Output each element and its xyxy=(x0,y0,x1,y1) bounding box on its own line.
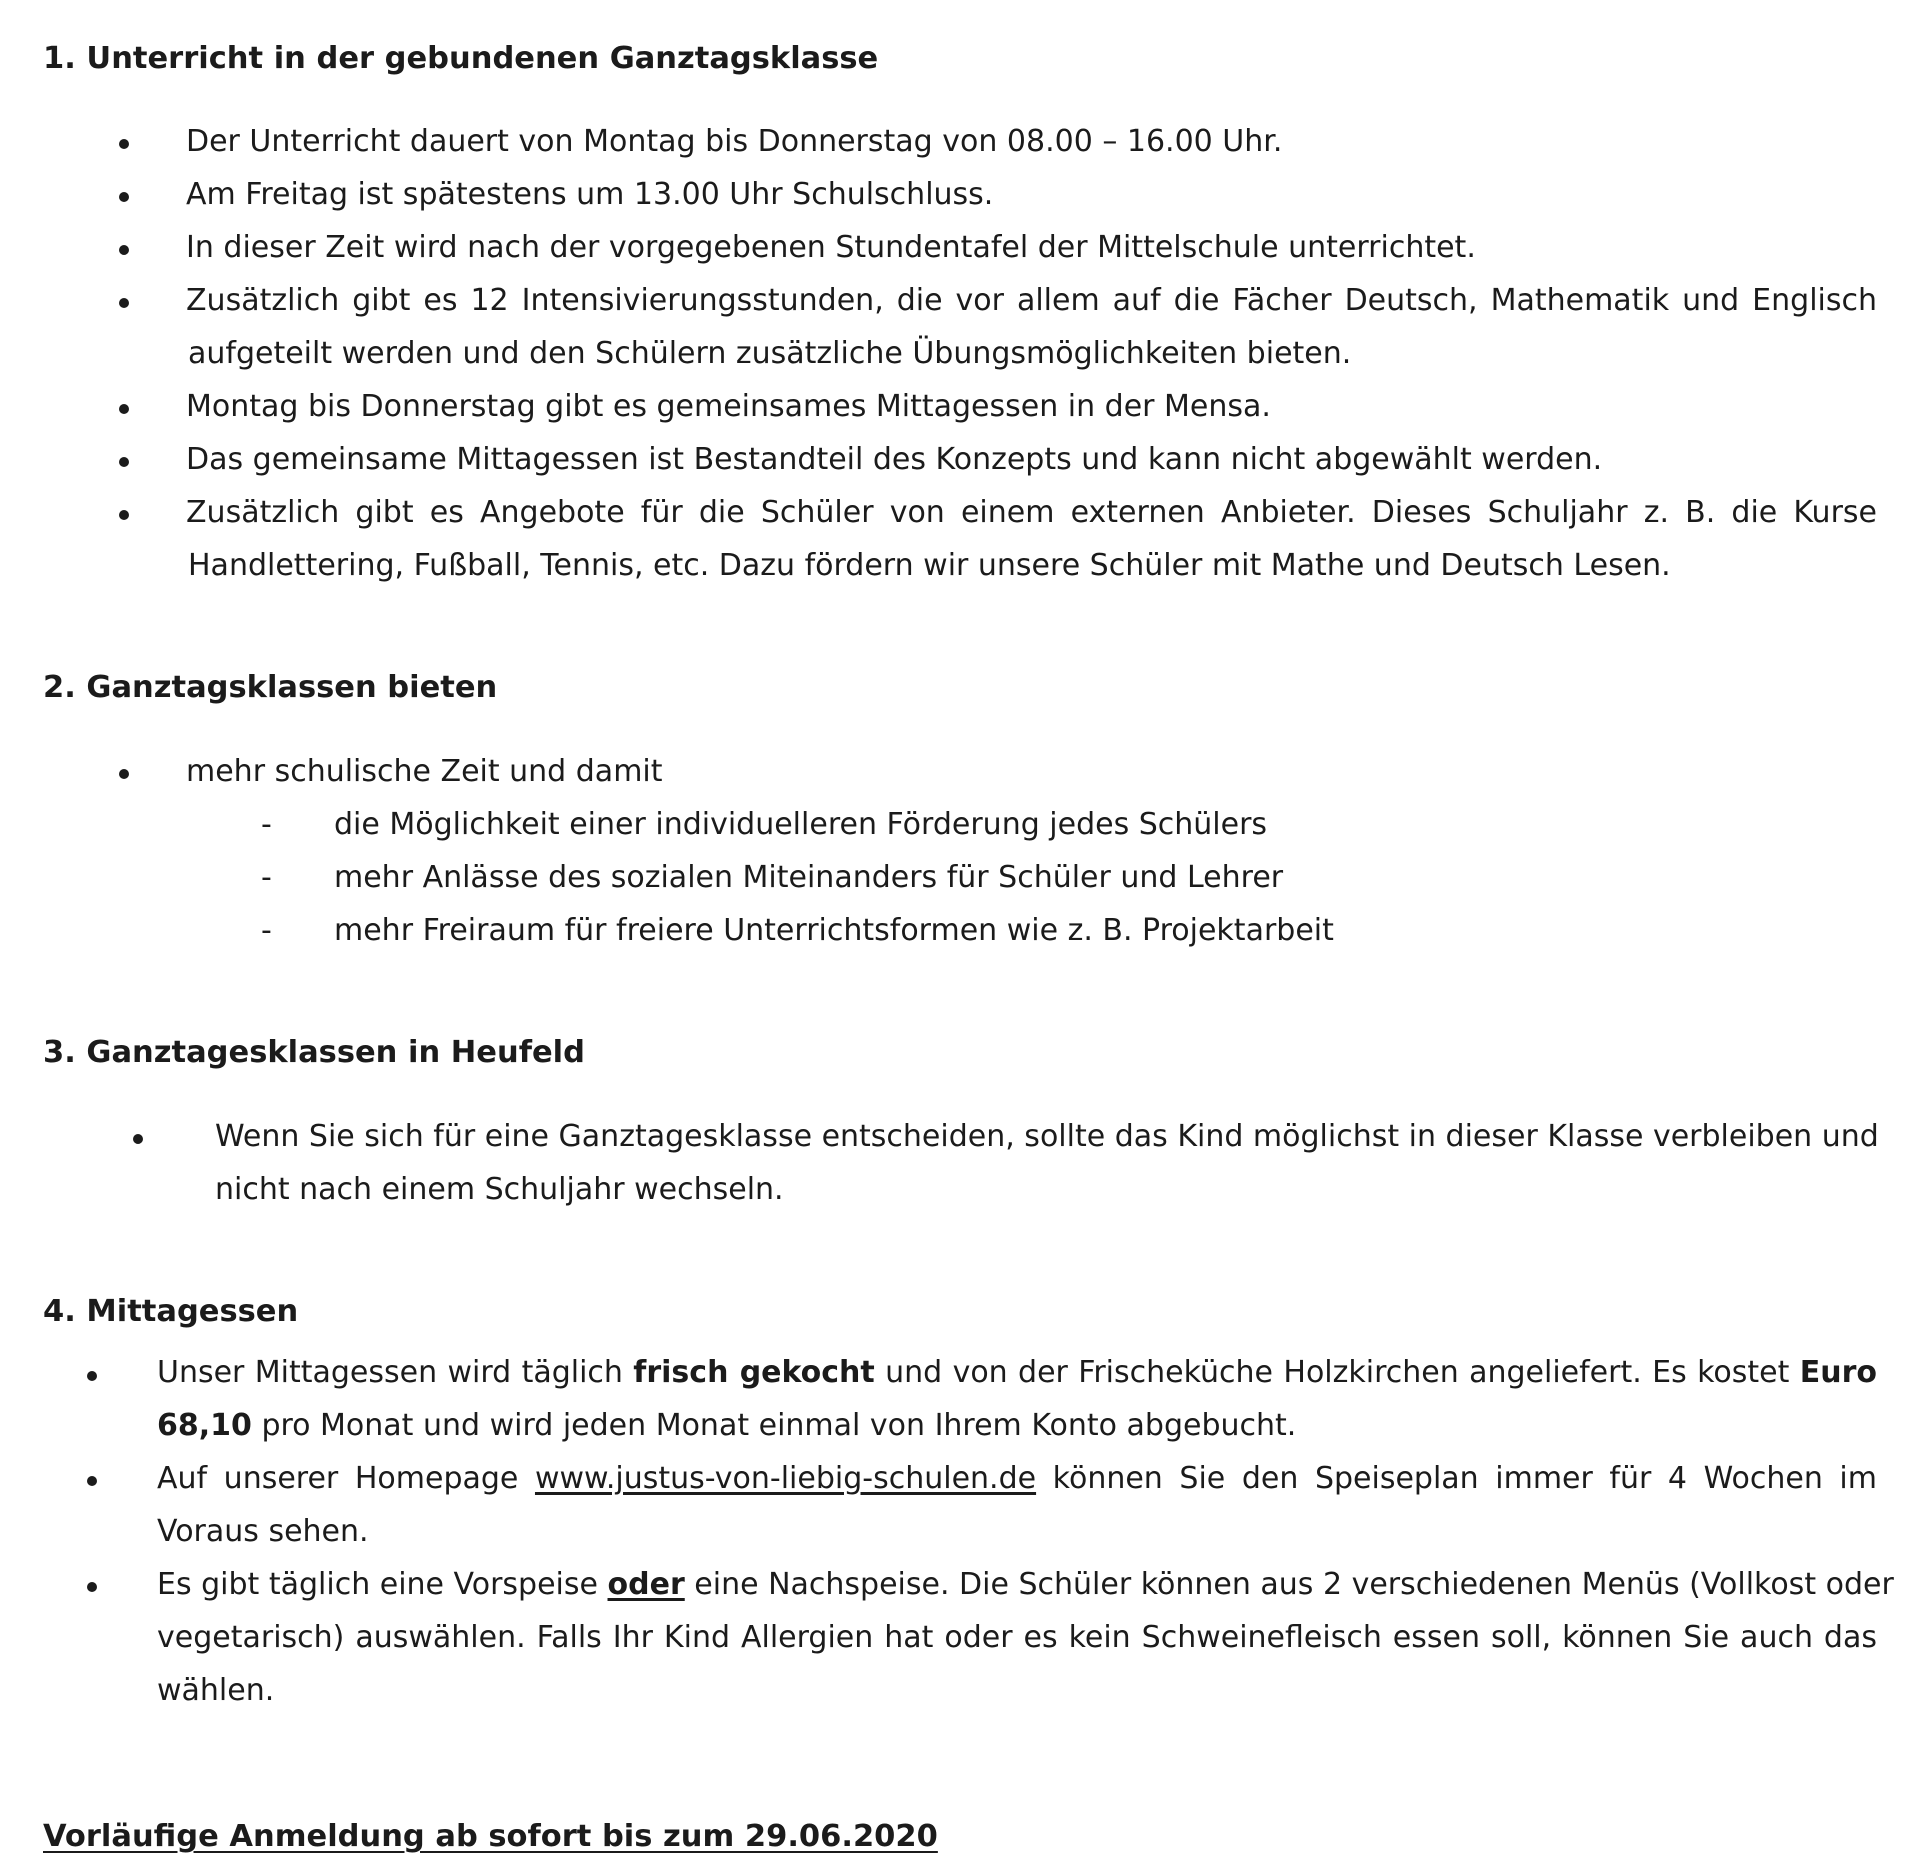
bullet-icon xyxy=(87,1476,97,1486)
s4-item-2-text-b: können Sie den Speiseplan immer für 4 Wochen im xyxy=(1036,1461,1877,1496)
s3-line-2: nicht nach einem Schuljahr wechseln. xyxy=(215,1172,784,1207)
s2-subitem-1: die Möglichkeit einer individuelleren Förderung jedes Schülers xyxy=(334,807,1268,842)
s1-item-4-line-2: aufgeteilt werden und den Schülern zusätzliche Übungsmöglichkeiten bieten. xyxy=(188,336,1352,371)
s4-item-1-text-a: Unser Mittagessen wird täglich xyxy=(157,1355,634,1390)
section-4-heading: 4. Mittagessen xyxy=(43,1294,299,1329)
bullet-icon xyxy=(119,404,129,414)
s4-item-1-bold-fresh: frisch gekocht xyxy=(633,1355,875,1390)
s4-item-2-line-1 xyxy=(157,1461,1877,1496)
s4-item-1-bold-price: 68,10 xyxy=(157,1408,252,1443)
section-2-heading: 2. Ganztagsklassen bieten xyxy=(43,670,498,705)
s2-subitem-3: mehr Freiraum für freiere Unterrichtsformen wie z. B. Projektarbeit xyxy=(334,913,1334,948)
s4-item-3-line-1 xyxy=(157,1567,1894,1602)
bullet-icon xyxy=(119,245,129,255)
s3-line-1: Wenn Sie sich für eine Ganztagesklasse entscheiden, sollte das Kind möglichst in dieser Klasse verbleiben und xyxy=(215,1119,1879,1154)
s4-item-2-line-2: Voraus sehen. xyxy=(157,1514,369,1549)
bullet-icon xyxy=(119,192,129,202)
bullet-icon xyxy=(119,139,129,149)
bullet-icon xyxy=(119,769,129,779)
s1-item-7-line-2: Handlettering, Fußball, Tennis, etc. Dazu fördern wir unsere Schüler mit Mathe und Deutsch Lesen. xyxy=(188,548,1671,583)
s1-item-5: Montag bis Donnerstag gibt es gemeinsames Mittagessen in der Mensa. xyxy=(186,389,1271,424)
s4-item-2-text-a: Auf unserer Homepage xyxy=(157,1461,535,1496)
section-3-heading: 3. Ganztagesklassen in Heufeld xyxy=(43,1035,585,1070)
s4-item-1-line-2 xyxy=(157,1408,1297,1443)
bullet-icon xyxy=(87,1582,97,1592)
s4-item-3-bold-oder: oder xyxy=(607,1567,685,1602)
s2-subitem-2: mehr Anlässe des sozialen Miteinanders für Schüler und Lehrer xyxy=(334,860,1284,895)
s4-item-1-text-rest: pro Monat und wird jeden Monat einmal von Ihrem Konto abgebucht. xyxy=(251,1408,1297,1443)
bullet-icon xyxy=(119,457,129,467)
s1-item-3: In dieser Zeit wird nach der vorgegebenen Stundentafel der Mittelschule unterrichtet. xyxy=(186,230,1476,265)
bullet-icon xyxy=(119,510,129,520)
s4-item-3-line-2: vegetarisch) auswählen. Falls Ihr Kind Allergien hat oder es kein Schweinefleisch essen soll, können Sie auch das xyxy=(157,1620,1877,1655)
s4-item-3-line-3: wählen. xyxy=(157,1673,275,1708)
dash-marker: - xyxy=(261,913,272,948)
s1-item-6: Das gemeinsame Mittagessen ist Bestandteil des Konzepts und kann nicht abgewählt werden. xyxy=(186,442,1603,477)
bullet-icon xyxy=(119,298,129,308)
bullet-icon xyxy=(133,1134,143,1144)
s1-item-4-line-1: Zusätzlich gibt es 12 Intensivierungsstunden, die vor allem auf die Fächer Deutsch, Mathematik und Englisch xyxy=(186,283,1877,318)
homepage-link[interactable]: www.justus-von-liebig-schulen.de xyxy=(534,1461,1037,1496)
s1-item-7-line-1: Zusätzlich gibt es Angebote für die Schüler von einem externen Anbieter. Dieses Schuljahr z. B. die Kurse xyxy=(186,495,1877,530)
dash-marker: - xyxy=(261,807,272,842)
s4-item-3-text-a: Es gibt täglich eine Vorspeise xyxy=(157,1567,608,1602)
section-1-heading: 1. Unterricht in der gebundenen Ganztagsklasse xyxy=(43,41,879,76)
s4-item-3-text-c: eine Nachspeise. Die Schüler können aus 2 verschiedenen Menüs (Vollkost oder xyxy=(684,1567,1894,1602)
s4-item-1-text-c: und von der Frischeküche Holzkirchen angeliefert. Es kostet xyxy=(874,1355,1800,1390)
s1-item-2: Am Freitag ist spätestens um 13.00 Uhr Schulschluss. xyxy=(186,177,994,212)
s1-item-1: Der Unterricht dauert von Montag bis Donnerstag von 08.00 – 16.00 Uhr. xyxy=(186,124,1283,159)
s4-item-1-line-1 xyxy=(157,1355,1877,1390)
registration-deadline: Vorläufige Anmeldung ab sofort bis zum 29.06.2020 xyxy=(43,1819,938,1854)
bullet-icon xyxy=(87,1371,97,1381)
s2-item: mehr schulische Zeit und damit xyxy=(186,754,663,789)
s4-item-1-bold-euro: Euro xyxy=(1799,1355,1877,1390)
dash-marker: - xyxy=(261,860,272,895)
